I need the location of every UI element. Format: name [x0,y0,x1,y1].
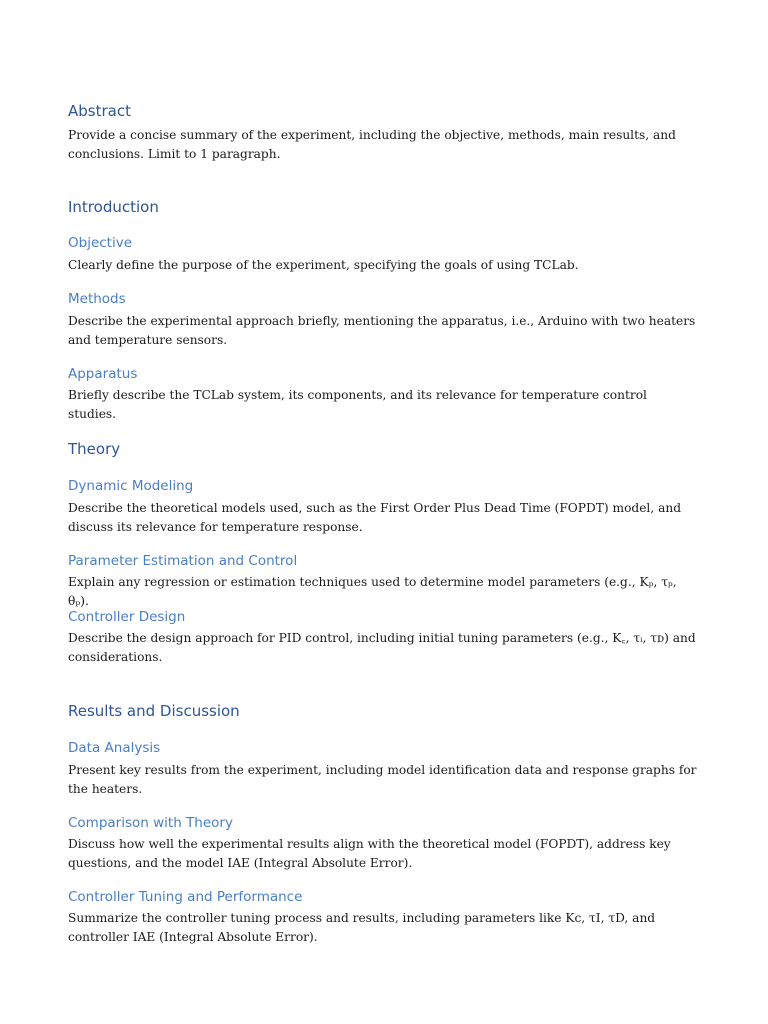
theory-heading: Theory [68,440,121,458]
parameter-estimation-body: Explain any regression or estimation techniques used to determine model parameters (e.g., Kₚ, τₚ, θₚ). [68,575,677,608]
data-analysis-body: Present key results from the experiment, including model identification data and response graphs for the heaters. [68,763,697,796]
controller-design-body: Describe the design approach for PID control, including initial tuning parameters (e.g., K꜀, τᵢ, τᴅ) and considerations. [68,631,696,664]
objective-body: Clearly define the purpose of the experiment, specifying the goals of using TCLab. [68,258,579,272]
introduction-heading: Introduction [68,198,159,216]
comparison-body: Discuss how well the experimental results align with the theoretical model (FOPDT), address key questions, and the model IAE (Integral Absolute Error). [68,837,671,870]
methods-body: Describe the experimental approach briefly, mentioning the apparatus, i.e., Arduino with two heaters and temperature sensors. [68,314,696,347]
abstract-heading: Abstract [68,102,131,120]
parameter-estimation-heading: Parameter Estimation and Control [68,553,298,569]
dynamic-modeling-heading: Dynamic Modeling [68,478,194,494]
abstract-body: Provide a concise summary of the experiment, including the objective, methods, main results, and conclusions. Limit to 1 paragraph. [68,128,676,161]
apparatus-body: Briefly describe the TCLab system, its components, and its relevance for temperature control studies. [68,388,647,421]
comparison-heading: Comparison with Theory [68,815,233,831]
data-analysis-heading: Data Analysis [68,740,161,756]
objective-heading: Objective [68,235,133,251]
controller-design-heading: Controller Design [68,609,186,625]
methods-heading: Methods [68,291,126,307]
controller-tuning-body: Summarize the controller tuning process and results, including parameters like Kc, τI, τD, and controller IAE (Integral Absolute Error). [68,911,656,944]
results-heading: Results and Discussion [68,702,240,720]
controller-tuning-heading: Controller Tuning and Performance [68,889,303,905]
dynamic-modeling-body: Describe the theoretical models used, such as the First Order Plus Dead Time (FOPDT) model, and discuss its relevance for temperature response. [68,501,681,534]
apparatus-heading: Apparatus [68,366,138,382]
